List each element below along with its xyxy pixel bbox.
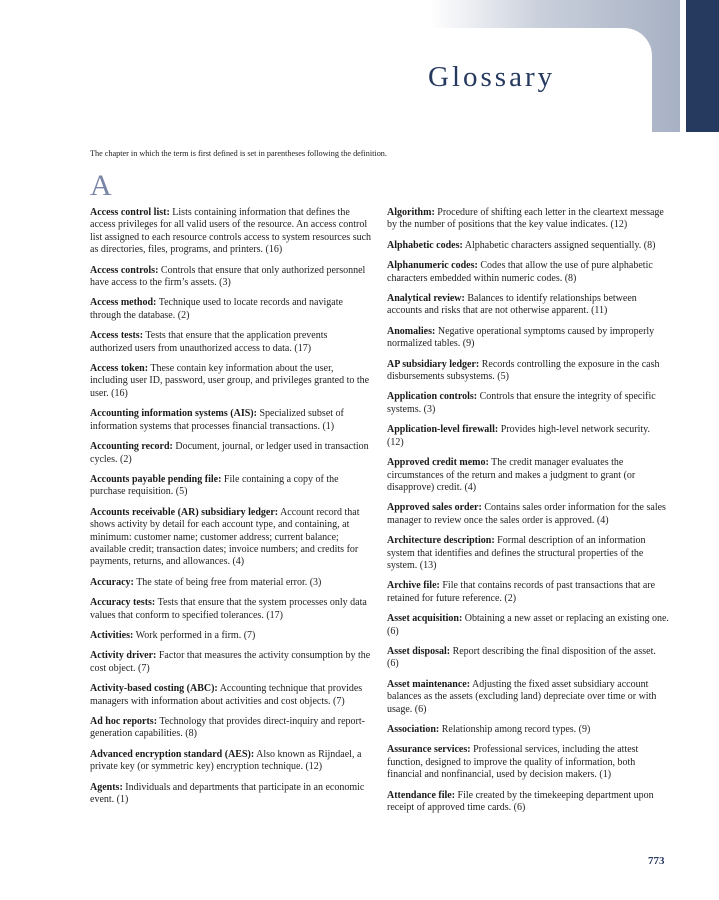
glossary-term: Archive file: xyxy=(387,580,440,592)
glossary-term: Accounting information systems (AIS): xyxy=(90,408,257,420)
glossary-term: Accounts receivable (AR) subsidiary ledger: xyxy=(90,506,279,518)
glossary-term: Access control list: xyxy=(90,207,170,218)
glossary-term: Activity-based costing (ABC): xyxy=(90,683,218,695)
glossary-definition: Contains sales order information for the sales manager to review once the sales order is approved. (4) xyxy=(387,502,666,526)
glossary-entry xyxy=(90,597,372,622)
glossary-entry xyxy=(387,424,669,449)
glossary-entry xyxy=(90,207,372,257)
glossary-definition: Relationship among record types. (9) xyxy=(439,724,591,735)
glossary-column-left xyxy=(90,207,372,814)
glossary-definition: Professional services, including the attest function, designed to improve the quality of information, both financial and nonfinancial, used by decision makers. (1) xyxy=(387,744,639,781)
glossary-entry xyxy=(90,265,372,290)
glossary-definition: Alphabetic characters assigned sequentially. (8) xyxy=(462,239,656,251)
glossary-entry xyxy=(387,457,669,494)
glossary-term: Access token: xyxy=(90,363,149,375)
glossary-entry xyxy=(387,359,669,384)
glossary-term: AP subsidiary ledger: xyxy=(387,358,480,370)
glossary-entry xyxy=(90,408,372,433)
glossary-definition: Tests that ensure that the application prevents authorized users from unauthorized access to data. (17) xyxy=(90,330,328,354)
glossary-definition: Obtaining a new asset or replacing an existing one. (6) xyxy=(387,613,669,637)
glossary-entry xyxy=(90,716,372,741)
glossary-definition: File created by the timekeeping department upon receipt of approved time cards. (6) xyxy=(387,789,654,814)
glossary-entry xyxy=(90,577,372,589)
glossary-definition: These contain key information about the user, including user ID, password, user group, and privileges granted to the user. (16) xyxy=(90,363,370,399)
glossary-term: Algorithm: xyxy=(387,207,435,218)
glossary-entry xyxy=(90,297,372,322)
header-accent-strip xyxy=(686,0,719,132)
glossary-entry xyxy=(387,326,669,351)
glossary-entry xyxy=(90,330,372,355)
page-number: 773 xyxy=(648,855,665,867)
glossary-definition: Controls that ensure that only authorized personnel have access to the firm’s assets. (3) xyxy=(90,264,366,289)
glossary-entry xyxy=(90,363,372,400)
glossary-entry xyxy=(387,391,669,416)
glossary-definition: Provides high-level network security. (12) xyxy=(387,424,651,448)
glossary-definition: Factor that measures the activity consumption by the cost object. (7) xyxy=(90,650,371,674)
glossary-term: Application-level firewall: xyxy=(387,424,499,436)
glossary-term: Advanced encryption standard (AES): xyxy=(90,748,255,760)
glossary-entry xyxy=(387,580,669,605)
glossary-definition: Also known as Rijndael, a private key (or symmetric key) encryption technique. (12) xyxy=(90,748,362,773)
glossary-entry xyxy=(387,260,669,285)
glossary-term: Agents: xyxy=(90,781,123,793)
glossary-term: Assurance services: xyxy=(387,744,471,756)
glossary-definition: Individuals and departments that participate in an economic event. (1) xyxy=(90,781,365,806)
glossary-entry xyxy=(90,782,372,807)
glossary-definition: Report describing the final disposition of the asset. (6) xyxy=(387,645,656,670)
glossary-entry xyxy=(387,293,669,318)
glossary-definition: Procedure of shifting each letter in the cleartext message by the number of positions that the key value indicates. (12) xyxy=(387,207,664,231)
glossary-definition: Lists containing information that defines the access privileges for all valid users of the resource. An access control list assigned to each resource controls access to system resources such as directories, files, programs, and printers. (16) xyxy=(90,207,372,256)
glossary-definition: File that contains records of past transactions that are retained for future reference. (2) xyxy=(387,580,656,604)
glossary-entry xyxy=(90,474,372,499)
glossary-term: Approved sales order: xyxy=(387,502,482,514)
glossary-definition: Records controlling the exposure in the cash disbursements subsystems. (5) xyxy=(387,358,660,383)
glossary-term: Anomalies: xyxy=(387,325,436,337)
glossary-entry xyxy=(387,502,669,527)
glossary-entry xyxy=(387,790,669,815)
glossary-entry xyxy=(387,744,669,781)
glossary-term: Alphanumeric codes: xyxy=(387,260,478,272)
glossary-definition: Controls that ensure the integrity of specific systems. (3) xyxy=(387,391,656,415)
glossary-term: Attendance file: xyxy=(387,789,456,801)
glossary-term: Asset acquisition: xyxy=(387,613,463,625)
glossary-term: Accounting record: xyxy=(90,441,173,453)
glossary-entry xyxy=(387,724,669,736)
glossary-definition: Codes that allow the use of pure alphabetic characters embedded within numeric codes. (8) xyxy=(387,260,653,284)
glossary-definition: File containing a copy of the purchase requisition. (5) xyxy=(90,473,339,498)
glossary-term: Access method: xyxy=(90,297,157,309)
glossary-definition: Technique used to locate records and navigate through the database. (2) xyxy=(90,297,343,321)
glossary-definition: Balances to identify relationships between accounts and risks that are not otherwise apparent. (11) xyxy=(387,293,637,317)
glossary-term: Approved credit memo: xyxy=(387,457,489,469)
section-letter: A xyxy=(90,169,112,202)
glossary-entry xyxy=(90,441,372,466)
glossary-column-right xyxy=(387,207,669,822)
glossary-entry xyxy=(387,679,669,716)
glossary-entry xyxy=(387,240,669,252)
glossary-definition: The credit manager evaluates the circumstances of the return and makes a judgment to grant (or disapprove) credit. (4) xyxy=(387,457,636,493)
glossary-term: Ad hoc reports: xyxy=(90,716,158,727)
glossary-term: Asset maintenance: xyxy=(387,678,471,690)
glossary-entry xyxy=(90,650,372,675)
glossary-term: Accuracy: xyxy=(90,576,134,588)
glossary-definition: Accounting technique that provides managers with information about activities and cost objects. (7) xyxy=(90,683,363,707)
glossary-term: Access tests: xyxy=(90,330,144,342)
glossary-term: Activity driver: xyxy=(90,650,157,662)
glossary-entry xyxy=(90,630,372,642)
glossary-definition: Document, journal, or ledger used in transaction cycles. (2) xyxy=(90,441,369,465)
glossary-term: Access controls: xyxy=(90,264,159,276)
glossary-definition: Technology that provides direct-inquiry and report-generation capabilities. (8) xyxy=(90,716,365,740)
glossary-definition: Formal description of an information system that identifies and defines the structural properties of the system. (13) xyxy=(387,535,646,571)
glossary-term: Architecture description: xyxy=(387,535,495,547)
glossary-term: Asset disposal: xyxy=(387,645,451,657)
glossary-entry xyxy=(387,646,669,671)
glossary-term: Accounts payable pending file: xyxy=(90,473,222,485)
glossary-definition: Account record that shows activity by detail for each account type, and containing, at minimum: customer name; customer address; current balance; available credit; transaction dates; invoice numbers; and credits for payments, returns, and allowances. (4) xyxy=(90,506,360,568)
glossary-term: Alphabetic codes: xyxy=(387,239,463,251)
glossary-entry xyxy=(387,207,669,232)
glossary-definition: The state of being free from material error. (3) xyxy=(133,576,322,588)
glossary-definition: Adjusting the fixed asset subsidiary account balances as the assets (excluding land) depreciate over time or with usage. (6) xyxy=(387,678,657,715)
glossary-definition: Negative operational symptoms caused by improperly normalized tables. (9) xyxy=(387,325,655,350)
glossary-entry xyxy=(90,749,372,774)
glossary-entry xyxy=(387,613,669,638)
page-title: Glossary xyxy=(428,61,556,93)
glossary-term: Application controls: xyxy=(387,391,478,403)
intro-note: The chapter in which the term is first defined is set in parentheses following the definition. xyxy=(90,149,387,158)
glossary-definition: Work performed in a firm. (7) xyxy=(133,629,256,641)
glossary-entry xyxy=(90,683,372,708)
glossary-term: Accuracy tests: xyxy=(90,597,156,609)
glossary-entry xyxy=(387,535,669,572)
glossary-term: Association: xyxy=(387,724,440,735)
glossary-term: Activities: xyxy=(90,629,134,641)
glossary-definition: Tests that ensure that the system processes only data values that conform to specified tolerances. (17) xyxy=(90,597,367,621)
glossary-entry xyxy=(90,507,372,569)
glossary-definition: Specialized subset of information systems that processes financial transactions. (1) xyxy=(90,408,344,432)
glossary-term: Analytical review: xyxy=(387,293,465,305)
